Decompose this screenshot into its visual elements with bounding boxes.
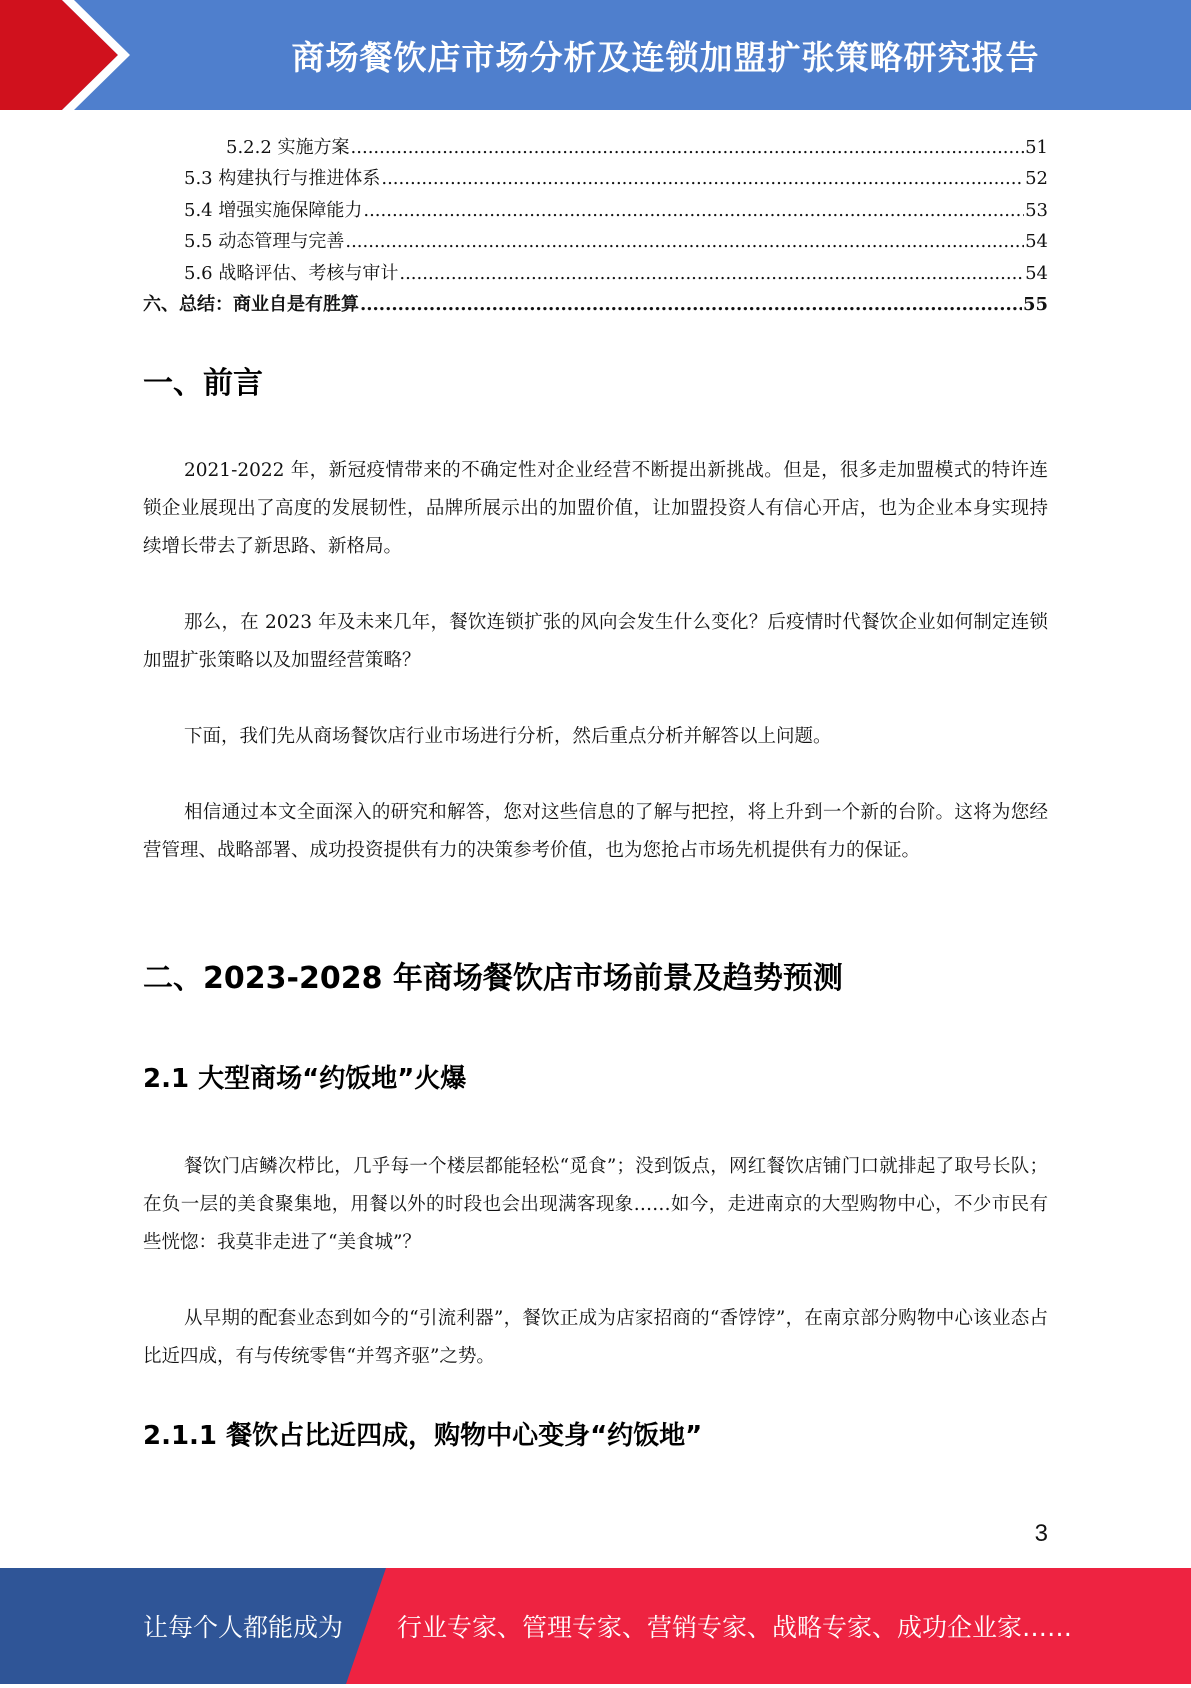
toc-entry[interactable] [143,128,1048,160]
footer-slogan-left: 让每个人都能成为 [143,1613,344,1642]
toc-entry[interactable] [143,191,1048,223]
page-header [0,0,1191,110]
toc-entry-page: 54 [1025,262,1048,284]
toc-entry-label: 5.4 增强实施保障能力 [184,199,363,221]
toc-entry-label: 六、总结：商业自是有胜算 [143,294,359,315]
page-number: 3 [1034,1520,1048,1547]
footer-slogan-right: 行业专家、管理专家、营销专家、战略专家、成功企业家…… [397,1613,1073,1642]
table-of-contents [143,128,1048,317]
toc-entry-page: 55 [1022,294,1048,315]
toc-entry-page: 51 [1025,136,1048,158]
toc-leader-dots [363,199,1024,223]
toc-leader-dots [381,167,1024,191]
toc-entry-page: 53 [1025,199,1048,221]
paragraph: 那么，在 2023 年及未来几年，餐饮连锁扩张的风向会发生什么变化？后疫情时代餐饮企业如何制定连锁加盟扩张策略以及加盟经营策略？ [143,612,1048,671]
paragraph: 下面，我们先从商场餐饮店行业市场进行分析，然后重点分析并解答以上问题。 [184,726,832,747]
toc-entry-page: 54 [1025,231,1048,252]
toc-entry[interactable] [143,160,1048,192]
header-title: 商场餐饮店市场分析及连锁加盟扩张策略研究报告 [291,37,1040,77]
toc-entry-label: 5.5 动态管理与完善 [184,231,345,252]
toc-entry[interactable] [143,223,1048,255]
subsection-heading: 2.1 大型商场“约饭地”火爆 [143,1064,467,1094]
section-heading-forecast: 二、2023-2028 年商场餐饮店市场前景及趋势预测 [143,961,843,996]
toc-leader-dots [351,136,1025,160]
toc-leader-dots [360,293,1022,317]
section-heading-preface: 一、前言 [143,366,263,401]
toc-entry-page: 52 [1025,168,1048,189]
toc-entry-label: 5.6 战略评估、考核与审计 [184,262,399,284]
toc-entry[interactable] [143,286,1048,318]
toc-leader-dots [399,262,1024,286]
header-red-chevron [0,0,140,110]
toc-entry-label: 5.2.2 实施方案 [226,136,350,158]
paragraph: 2021-2022 年，新冠疫情带来的不确定性对企业经营不断提出新挑战。但是，很多走加盟模式的特许连锁企业展现出了高度的发展韧性，品牌所展示出的加盟价值，让加盟投资人有信心开店，也为企业本身实现持续增长带去了新思路、新格局。 [143,460,1048,557]
subsection-heading: 2.1.1 餐饮占比近四成，购物中心变身“约饭地” [143,1421,703,1451]
toc-leader-dots [345,230,1024,254]
paragraph: 餐饮门店鳞次栉比，几乎每一个楼层都能轻松“觅食”；没到饭点，网红餐饮店铺门口就排起了取号长队；在负一层的美食聚集地，用餐以外的时段也会出现满客现象……如今，走进南京的大型购物中心，不少市民有些恍惚：我莫非走进了“美食城”？ [143,1156,1048,1253]
page-footer [0,1568,1191,1684]
paragraph: 相信通过本文全面深入的研究和解答，您对这些信息的了解与把控，将上升到一个新的台阶。这将为您经营管理、战略部署、成功投资提供有力的决策参考价值，也为您抢占市场先机提供有力的保证。 [143,802,1048,861]
paragraph: 从早期的配套业态到如今的“引流利器”，餐饮正成为店家招商的“香饽饽”，在南京部分购物中心该业态占比近四成，有与传统零售“并驾齐驱”之势。 [143,1308,1048,1367]
toc-entry[interactable] [143,254,1048,286]
toc-entry-label: 5.3 构建执行与推进体系 [184,168,381,189]
